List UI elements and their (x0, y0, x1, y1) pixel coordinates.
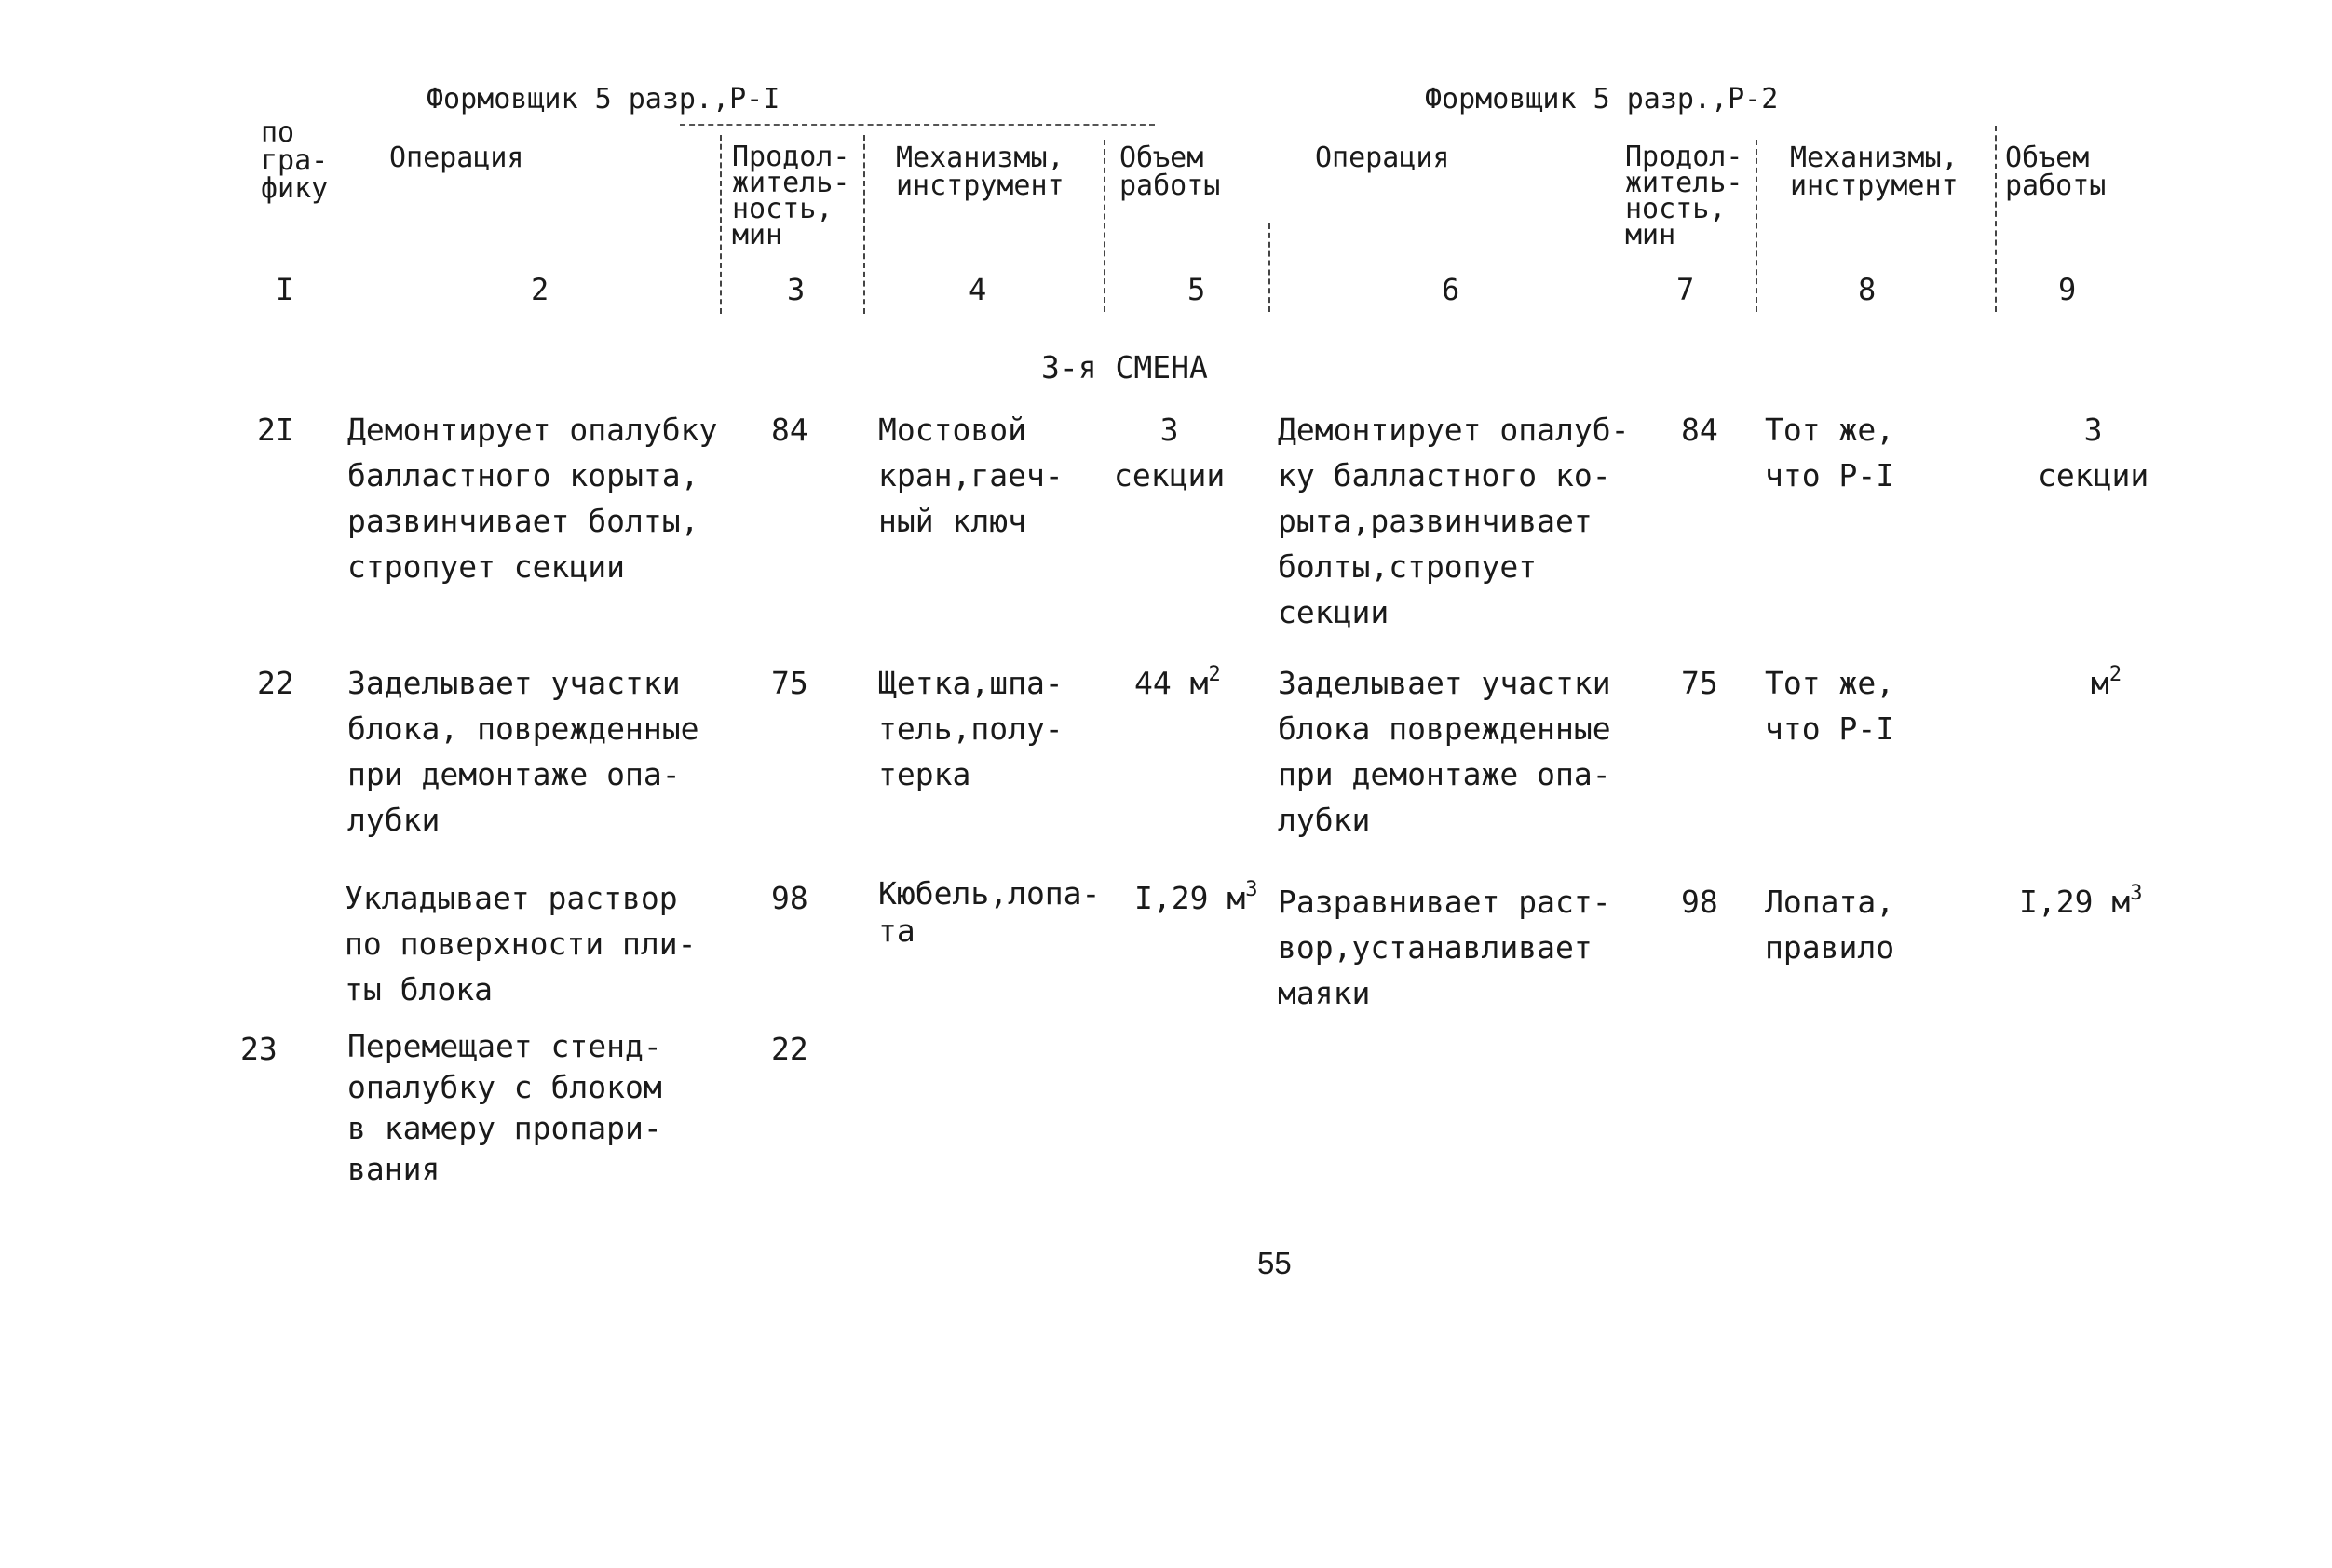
duration-r1: 75 (771, 665, 808, 701)
volume-unit-power: 3 (1245, 878, 1258, 901)
col-header-operation-2: Операция (1315, 142, 1450, 174)
operation-r1: Укладывает раствор по поверхности пли- ты блока (345, 880, 697, 1007)
tools-r2: Тот же, что Р-I (1765, 412, 1895, 493)
col-header-duration-2: Продол- житель- ность, мин (1625, 141, 1743, 251)
col-separator (1995, 126, 1997, 312)
operation-r1: Перемещает стенд- опалубку с блоком в камеру пропари- вания (347, 1028, 662, 1187)
duration-r2: 98 (1681, 884, 1718, 920)
col-separator (1104, 140, 1105, 312)
tools-r1: Щетка,шпа- тель,полу- терка (878, 665, 1064, 792)
volume-r1 (1134, 875, 1257, 921)
col-number-1: I (276, 272, 294, 307)
col-number-4: 4 (969, 272, 987, 307)
volume-r1: 3 секции (1114, 412, 1226, 493)
col-number-9: 9 (2058, 272, 2077, 307)
volume-value: м (2091, 665, 2109, 701)
col-number-2: 2 (531, 272, 549, 307)
col-header-schedule: по гра- фику (261, 116, 329, 205)
tools-r1: Мостовой кран,гаеч- ный ключ (878, 412, 1064, 539)
volume-r2 (2091, 660, 2122, 706)
volume-value: I,29 м (2019, 884, 2131, 920)
duration-r1: 98 (771, 880, 808, 916)
col-number-6: 6 (1442, 272, 1460, 307)
col-header-tools-1: Механизмы, инструмент (896, 142, 1064, 202)
row-number: 22 (257, 665, 294, 701)
operation-r2: Разравнивает раст- вор,устанавливает маяки (1278, 884, 1611, 1011)
duration-r2: 75 (1681, 665, 1718, 701)
tools-r2: Тот же, что Р-I (1765, 665, 1895, 747)
volume-r1 (1134, 660, 1221, 706)
page-number: 55 (1257, 1246, 1292, 1280)
operation-r1: Демонтирует опалубку балластного корыта, развинчивает болты, стропует секции (347, 412, 718, 585)
volume-r2: 3 секции (2038, 412, 2149, 493)
duration-r1: 84 (771, 412, 808, 448)
duration-r1: 22 (771, 1031, 808, 1067)
volume-unit-power: 3 (2130, 882, 2143, 905)
row-number: 23 (240, 1031, 278, 1067)
col-header-operation-1: Операция (389, 142, 524, 174)
col-header-volume-1: Объем работы (1119, 142, 1221, 202)
operation-r1: Заделывает участки блока, поврежденные при демонтаже опа- лубки (347, 665, 699, 838)
volume-value: I,29 м (1134, 880, 1246, 916)
duration-r2: 84 (1681, 412, 1718, 448)
tools-r2: Лопата, правило (1765, 884, 1895, 966)
col-header-tools-2: Механизмы, инструмент (1790, 142, 1959, 202)
col-separator (720, 135, 722, 314)
volume-value: 44 м (1134, 665, 1209, 701)
col-number-5: 5 (1187, 272, 1206, 307)
col-separator (1756, 140, 1757, 312)
tools-r1: Кюбель,лопа- та (878, 875, 1101, 949)
volume-unit-power: 2 (1208, 663, 1221, 686)
volume-r2 (2019, 879, 2142, 925)
operation-r2: Демонтирует опалуб- ку балластного ко- рыта,развинчивает болты,стропует секции (1278, 412, 1630, 630)
group-title-r1: Формовщик 5 разр.,Р-I (427, 83, 780, 115)
operation-r2: Заделывает участки блока поврежденные при демонтаже опа- лубки (1278, 665, 1611, 838)
col-number-7: 7 (1676, 272, 1695, 307)
row-number: 2I (257, 412, 294, 448)
shift-label: 3-я СМЕНА (1041, 349, 1208, 385)
col-number-3: 3 (787, 272, 806, 307)
col-separator (1268, 223, 1270, 312)
col-number-8: 8 (1858, 272, 1877, 307)
col-header-duration-1: Продол- житель- ность, мин (732, 141, 850, 251)
col-separator (863, 135, 865, 314)
group-title-r2: Формовщик 5 разр.,Р-2 (1425, 83, 1779, 115)
header-divider (680, 124, 1155, 126)
volume-unit-power: 2 (2108, 663, 2122, 686)
col-header-volume-2: Объем работы (2005, 142, 2107, 202)
